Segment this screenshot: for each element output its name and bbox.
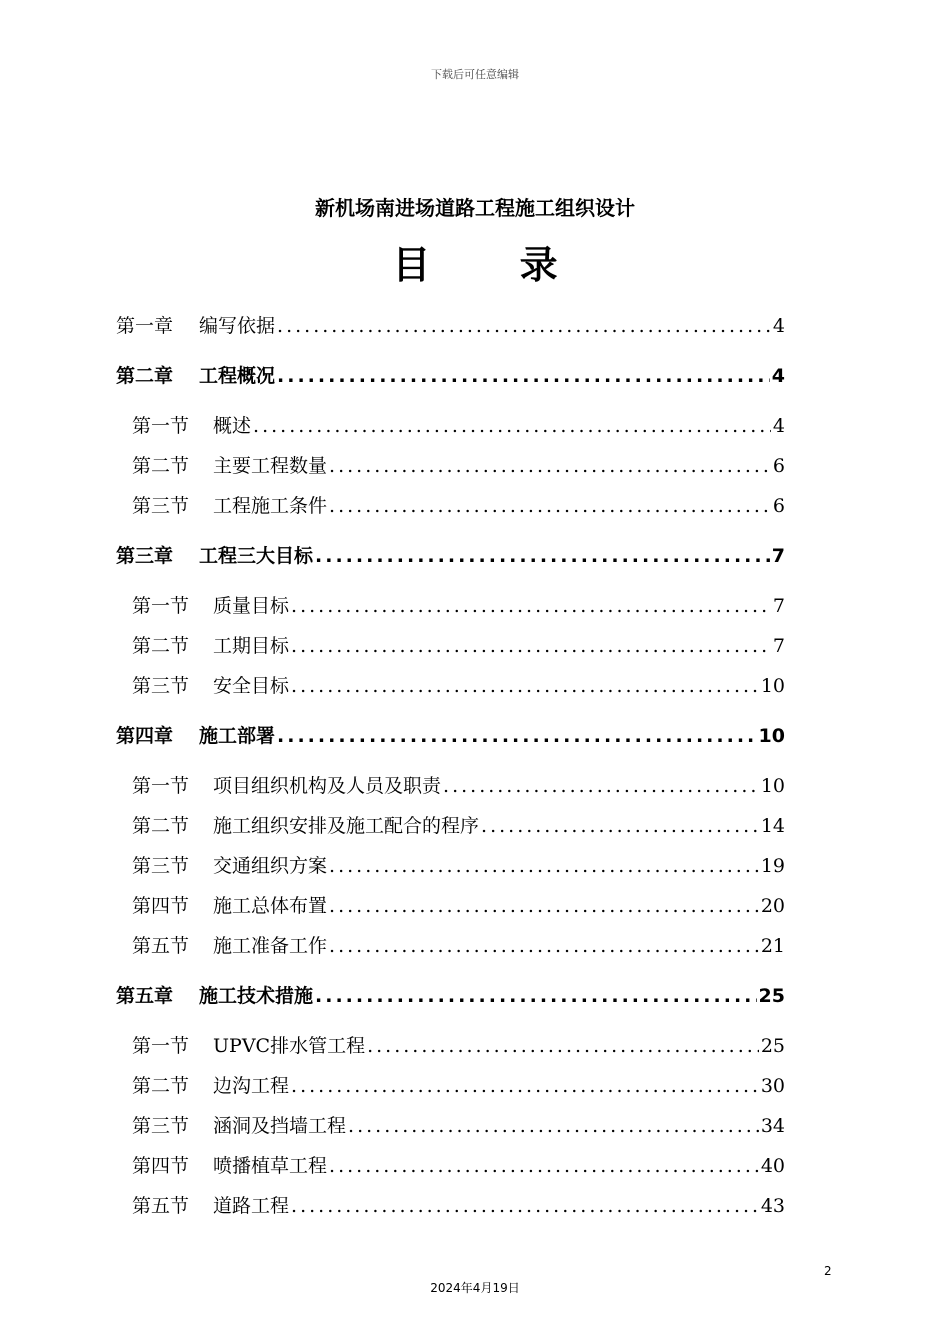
toc-entry-page: 10 [758,725,785,747]
toc-entry-title: UPVC排水管工程 [213,1035,366,1057]
toc-chapter-entry[interactable] [116,361,785,391]
toc-entry-title: 涵洞及挡墙工程 [213,1115,347,1137]
toc-entry-title: 施工部署 [199,725,276,747]
toc-entry-label: 第三章 [116,545,174,567]
toc-entry-page: 4 [772,415,785,437]
toc-entry-page: 6 [772,455,785,477]
toc-entry-label: 第二节 [132,815,190,837]
toc-section-entry[interactable] [132,1191,785,1221]
toc-entry-page: 7 [772,635,785,657]
toc-entry-page: 4 [771,365,785,387]
toc-leader-dots [291,631,771,661]
toc-entry-page: 7 [772,595,785,617]
toc-leader-dots [348,1111,759,1141]
toc-entry-title: 工程概况 [199,365,276,387]
toc-entry-label: 第五节 [132,1195,190,1217]
toc-entry-page: 34 [760,1115,785,1137]
toc-entry-title: 安全目标 [213,675,290,697]
toc-section-entry[interactable] [132,1111,785,1141]
toc-entry-label: 第五节 [132,935,190,957]
toc-entry-title: 喷播植草工程 [213,1155,328,1177]
toc-section-entry[interactable] [132,1151,785,1181]
toc-section-entry[interactable] [132,771,785,801]
toc-entry-title: 施工组织安排及施工配合的程序 [213,815,480,837]
toc-entry-page: 4 [772,315,785,337]
toc-entry-title: 工期目标 [213,635,290,657]
toc-leader-dots [277,721,757,751]
toc-leader-dots [329,851,759,881]
toc-leader-dots [329,891,759,921]
toc-section-entry[interactable] [132,811,785,841]
toc-entry-label: 第一章 [116,315,174,337]
toc-leader-dots [329,1151,759,1181]
toc-section-entry[interactable] [132,1031,785,1061]
toc-entry-label: 第一节 [132,775,190,797]
toc-leader-dots [443,771,759,801]
toc-entry-label: 第四节 [132,1155,190,1177]
toc-entry-title: 项目组织机构及人员及职责 [213,775,442,797]
toc-leader-dots [367,1031,759,1061]
toc-section-entry[interactable] [132,851,785,881]
toc-entry-page: 21 [760,935,785,957]
toc-chapter-entry[interactable] [116,981,785,1011]
toc-entry-title: 交通组织方案 [213,855,328,877]
toc-entry-label: 第一节 [132,415,190,437]
toc-section-entry[interactable] [132,591,785,621]
toc-entry-label: 第四章 [116,725,174,747]
toc-leader-dots [277,361,770,391]
toc-entry-title: 边沟工程 [213,1075,290,1097]
toc-leader-dots [291,1191,759,1221]
toc-entry-label: 第三节 [132,1115,190,1137]
toc-entry-label: 第二章 [116,365,174,387]
toc-entry-page: 43 [760,1195,785,1217]
toc-entry-page: 25 [760,1035,785,1057]
toc-section-entry[interactable] [132,671,785,701]
toc-entry-page: 25 [758,985,785,1007]
date-footer: 2024年4月19日 [430,1281,520,1295]
toc-entry-label: 第二节 [132,635,190,657]
toc-leader-dots [481,811,759,841]
toc-entry-title: 施工技术措施 [199,985,314,1007]
toc-entry-label: 第一节 [132,595,190,617]
toc-leader-dots [277,311,771,341]
toc-entry-label: 第三节 [132,675,190,697]
toc-leader-dots [329,451,771,481]
document-title: 新机场南进场道路工程施工组织设计 [315,196,635,220]
toc-leader-dots [329,491,771,521]
toc-section-entry[interactable] [132,631,785,661]
toc-entry-page: 10 [760,675,785,697]
toc-entry-label: 第二节 [132,1075,190,1097]
toc-leader-dots [329,931,759,961]
toc-entry-page: 40 [760,1155,785,1177]
toc-leader-dots [315,981,757,1011]
toc-entry-title: 编写依据 [199,315,276,337]
toc-entry-title: 概述 [213,415,252,437]
toc-entry-page: 7 [771,545,785,567]
toc-section-entry[interactable] [132,451,785,481]
toc-entry-page: 30 [760,1075,785,1097]
toc-entry-page: 10 [760,775,785,797]
toc-entry-label: 第二节 [132,455,190,477]
toc-entry-page: 19 [760,855,785,877]
page-number: 2 [824,1264,832,1278]
toc-leader-dots [253,411,771,441]
toc-chapter-entry[interactable] [116,311,785,341]
toc-entry-label: 第三节 [132,855,190,877]
toc-chapter-entry[interactable] [116,721,785,751]
toc-entry-label: 第一节 [132,1035,190,1057]
toc-leader-dots [291,671,759,701]
toc-entry-title: 工程三大目标 [199,545,314,567]
toc-entry-label: 第五章 [116,985,174,1007]
toc-chapter-entry[interactable] [116,541,785,571]
toc-entry-title: 施工总体布置 [213,895,328,917]
toc-entry-page: 14 [760,815,785,837]
toc-section-entry[interactable] [132,1071,785,1101]
toc-section-entry[interactable] [132,411,785,441]
header-note: 下载后可任意编辑 [431,68,519,81]
toc-entry-title: 主要工程数量 [213,455,328,477]
toc-heading: 目 录 [392,243,596,287]
toc-entry-title: 施工准备工作 [213,935,328,957]
toc-entry-title: 工程施工条件 [213,495,328,517]
toc-entry-title: 道路工程 [213,1195,290,1217]
toc-leader-dots [315,541,770,571]
toc-entry-page: 6 [772,495,785,517]
toc-entry-label: 第三节 [132,495,190,517]
toc-entry-label: 第四节 [132,895,190,917]
toc-entry-title: 质量目标 [213,595,290,617]
toc-section-entry[interactable] [132,491,785,521]
toc-entry-page: 20 [760,895,785,917]
toc-leader-dots [291,591,771,621]
toc-section-entry[interactable] [132,891,785,921]
toc-section-entry[interactable] [132,931,785,961]
toc-leader-dots [291,1071,759,1101]
